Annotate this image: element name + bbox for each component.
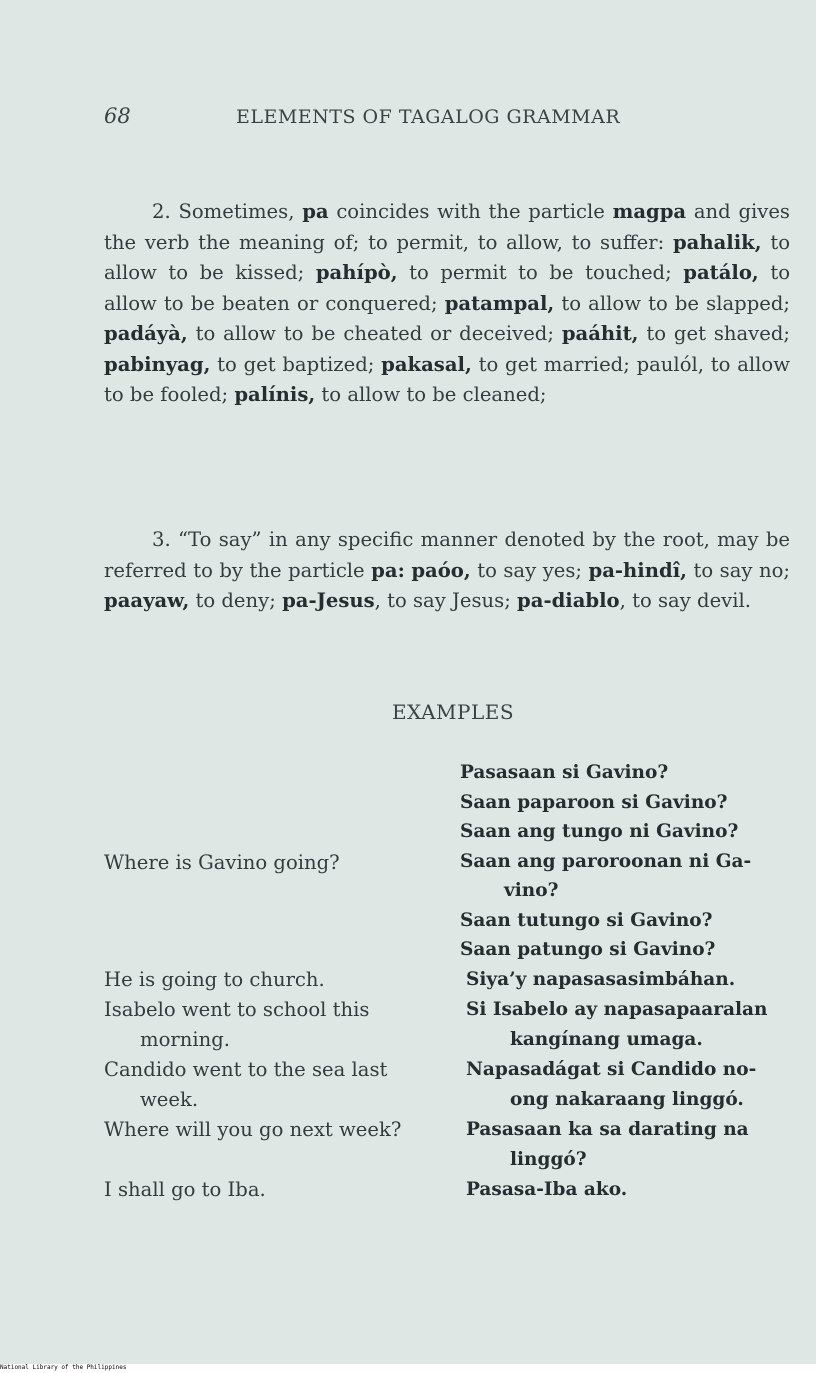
tagalog-line: vino?	[504, 880, 559, 901]
tagalog-line: kangínang umaga.	[510, 1028, 703, 1050]
tagalog-line: Pasasaan si Gavino?	[460, 762, 669, 783]
tagalog-line: Pasasa-Iba ako.	[466, 1179, 628, 1200]
tagalog-line: Saan ang paroroonan ni Ga-	[460, 850, 752, 872]
english-line: Candido went to the sea last	[104, 1058, 388, 1081]
example-english: He is going to church.	[104, 968, 325, 991]
example-tagalog	[460, 758, 790, 965]
tagalog-line: Saan ang tungo ni Gavino?	[460, 821, 739, 842]
paragraph-2: 2. Sometimes, pa coincides with the particle magpa and gives the verb the meaning of; to permit, to allow, to suffer: pahalik, to allow to be kissed; pahípò, to permit to be touched; patálo, to allow to be beaten or conquered; patampal, to allow to be slapped; padáyà, to allow to be cheated or deceived; paáhit, to get shaved; pabinyag, to get baptized; pakasal, to get married; paulól, to allow to be fooled; palínis, to allow to be cleaned;	[104, 200, 791, 406]
running-title: ELEMENTS OF TAGALOG GRAMMAR	[236, 106, 621, 128]
examples-heading: EXAMPLES	[391, 700, 515, 724]
tagalog-line: Si Isabelo ay napasapaaralan	[466, 999, 768, 1020]
example-tagalog	[466, 1115, 796, 1174]
example-tagalog	[466, 1055, 796, 1114]
tagalog-line: ong nakaraang linggó.	[510, 1088, 744, 1110]
paragraph-3: 3. “To say” in any specific manner denoted by the root, may be referred to by the particle pa: paóo, to say yes; pa-hindî, to say no; paayaw, to deny; pa-Jesus, to say Jesus; pa-diablo, to say devil.	[104, 528, 790, 612]
example-english: Where will you go next week?	[104, 1118, 402, 1141]
english-line: week.	[140, 1088, 199, 1111]
example-tagalog	[466, 995, 796, 1054]
example-english	[104, 995, 438, 1055]
tagalog-line: Saan paparoon si Gavino?	[460, 791, 728, 813]
example-tagalog	[466, 1175, 796, 1205]
example-english: I shall go to Iba.	[104, 1178, 266, 1201]
tagalog-line: Pasasaan ka sa darating na	[466, 1119, 749, 1140]
tagalog-line: Saan tutungo si Gavino?	[460, 909, 713, 931]
english-line: morning.	[140, 1028, 231, 1051]
example-tagalog	[466, 965, 796, 995]
page-number: 68	[104, 104, 131, 128]
example-english: Where is Gavino going?	[104, 851, 340, 874]
tagalog-line: linggó?	[510, 1148, 587, 1170]
page-header	[0, 104, 816, 136]
tagalog-line: Napasadágat si Candido no-	[466, 1059, 757, 1080]
library-credit: National Library of the Philippines	[0, 1364, 127, 1371]
tagalog-line: Siya’y napasasasimbáhan.	[466, 969, 736, 990]
tagalog-line: Saan patungo si Gavino?	[460, 939, 716, 960]
english-line: Isabelo went to school this	[104, 998, 370, 1021]
example-english	[104, 1055, 438, 1115]
